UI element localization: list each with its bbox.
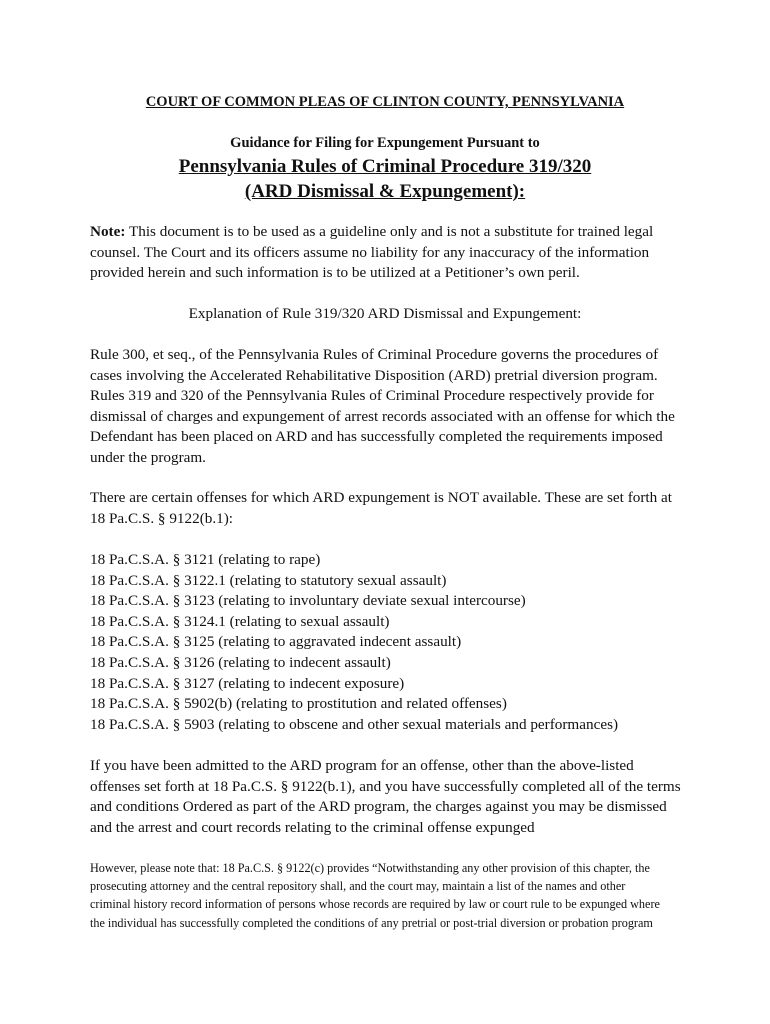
rules-title [0,154,770,204]
admitted-paragraph [90,756,690,838]
rule300-paragraph [90,345,690,469]
offense-item: 18 Pa.C.S.A. § 3125 (relating to aggravated indecent assault) [90,633,462,651]
explanation-heading: Explanation of Rule 319/320 ARD Dismissal and Expungement: [188,305,582,322]
offense-item: 18 Pa.C.S.A. § 3126 (relating to indecent assault) [90,653,391,671]
guidance-heading: Guidance for Filing for Expungement Pursuant to [230,135,540,151]
excluded-offenses-list [90,550,690,735]
paragraph-line: offenses set forth at 18 Pa.C.S. § 9122(b.1), and you have successfully completed all of the terms [90,777,681,795]
offense-item: 18 Pa.C.S.A. § 5902(b) (relating to prostitution and related offenses) [90,695,507,713]
paragraph-line: Rules 319 and 320 of the Pennsylvania Rules of Criminal Procedure respectively provide for [90,387,654,405]
offense-item: 18 Pa.C.S.A. § 3121 (relating to rape) [90,551,321,568]
offense-item: 18 Pa.C.S.A. § 3123 (relating to involuntary deviate sexual intercourse) [90,592,526,610]
paragraph-line: cases involving the Accelerated Rehabilitative Disposition (ARD) pretrial diversion program. [90,366,658,384]
paragraph-line: under the program. [90,448,206,466]
note-paragraph [90,222,690,284]
paragraph-line: Defendant has been placed on ARD and has successfully completed the requirements imposed [90,428,663,446]
offense-item: 18 Pa.C.S.A. § 5903 (relating to obscene and other sexual materials and performances) [90,715,619,733]
paragraph-line: dismissal of charges and expungement of arrest records associated with an offense for which the [90,407,675,425]
offense-item: 18 Pa.C.S.A. § 3124.1 (relating to sexual assault) [90,612,390,630]
paragraph-line: However, please note that: 18 Pa.C.S. § 9122(c) provides “Notwithstanding any other provision of this chapter, the [90,861,650,875]
paragraph-line: If you have been admitted to the ARD program for an offense, other than the above-listed [90,757,634,774]
paragraph-line: prosecuting attorney and the central repository shall, and the court may, maintain a list of the names and other [90,879,626,894]
offense-item: 18 Pa.C.S.A. § 3127 (relating to indecent exposure) [90,674,405,692]
excluded-offenses-intro [90,488,690,529]
rules-title-line-1: Pennsylvania Rules of Criminal Procedure 319/320 [178,156,592,177]
note-line: provided herein and such information is to be utilized at a Petitioner’s own peril. [90,264,580,282]
note-line: This document is to be used as a guideline only and is not a substitute for trained legal [125,223,654,240]
however-paragraph [90,859,690,932]
offense-item: 18 Pa.C.S.A. § 3122.1 (relating to statutory sexual assault) [90,571,447,589]
paragraph-line: and conditions Ordered as part of the ARD program, the charges against you may be dismissed [90,798,667,816]
paragraph-line: and the arrest and court records relating to the criminal offense expunged [90,818,535,836]
paragraph-line: 18 Pa.C.S. § 9122(b.1): [90,509,234,527]
note-line: counsel. The Court and its officers assume no liability for any inaccuracy of the information [90,243,650,261]
paragraph-line: the individual has successfully completed the conditions of any pretrial or post-trial diversion or probation program [90,915,653,930]
court-title: COURT OF COMMON PLEAS OF CLINTON COUNTY, PENNSYLVANIA [145,94,625,110]
paragraph-line: criminal history record information of persons whose records are required by law or court rule to be expunged where [90,897,660,912]
note-label: Note: [90,223,126,240]
paragraph-line: Rule 300, et seq., of the Pennsylvania Rules of Criminal Procedure governs the procedures of [90,346,659,363]
paragraph-line: There are certain offenses for which ARD expungement is NOT available. These are set forth at [90,489,672,506]
rules-title-line-2: (ARD Dismissal & Expungement): [244,181,526,202]
